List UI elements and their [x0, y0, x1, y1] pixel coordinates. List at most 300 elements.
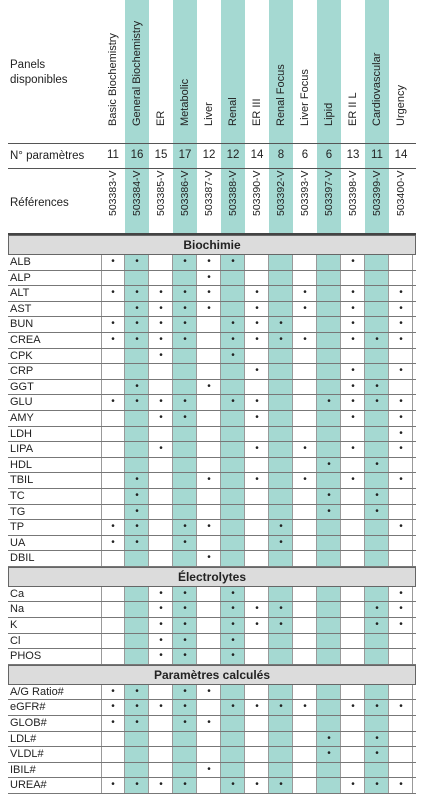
included-mark: • [159, 603, 163, 615]
empty-cell [101, 411, 125, 426]
included-mark: • [173, 778, 197, 793]
parameter-label: K [10, 619, 18, 632]
empty-cell [125, 618, 149, 633]
panel-ref-cell [269, 168, 293, 230]
included-mark: • [399, 443, 403, 455]
included-mark: • [317, 732, 341, 747]
empty-cell [293, 255, 317, 270]
empty-cell [245, 747, 269, 762]
included-mark: • [317, 505, 341, 520]
empty-cell [197, 395, 221, 410]
empty-cell [245, 716, 269, 731]
empty-cell [245, 349, 269, 364]
empty-cell [197, 489, 221, 504]
column-divider [412, 255, 413, 270]
empty-cell [365, 364, 389, 379]
panel-ref-cell [149, 168, 173, 230]
table-row [8, 255, 416, 271]
included-mark: • [399, 287, 403, 299]
column-divider [412, 333, 413, 348]
panel-param-count: 15 [154, 149, 168, 161]
empty-cell [365, 271, 389, 286]
empty-cell [293, 763, 317, 778]
panel-ref-cell [293, 168, 317, 230]
empty-cell [389, 380, 413, 395]
empty-cell [245, 271, 269, 286]
included-mark: • [207, 287, 211, 299]
empty-cell [365, 536, 389, 551]
panel-column-header [389, 0, 413, 235]
parameter-label: AMY [10, 411, 34, 424]
empty-cell [245, 458, 269, 473]
empty-cell [389, 458, 413, 473]
parameter-label: GLOB# [10, 717, 47, 730]
included-mark: • [125, 302, 149, 317]
empty-cell [317, 649, 341, 664]
empty-cell [389, 271, 413, 286]
parameter-label: LDH [10, 427, 33, 440]
included-mark: • [221, 255, 245, 270]
parameter-label: LIPA [10, 443, 34, 456]
empty-cell [341, 349, 365, 364]
included-mark: • [173, 618, 197, 633]
panel-column-header [293, 0, 317, 235]
empty-cell [341, 763, 365, 778]
included-mark: • [399, 411, 403, 423]
included-mark: • [365, 333, 389, 348]
empty-cell [269, 302, 293, 317]
empty-cell [149, 747, 173, 762]
panel-name-cell [149, 0, 173, 140]
empty-cell [101, 302, 125, 317]
included-mark: • [399, 365, 403, 377]
empty-cell [149, 271, 173, 286]
empty-cell [197, 618, 221, 633]
table-row [8, 271, 416, 287]
empty-cell [293, 732, 317, 747]
parameter-label: ALT [10, 287, 30, 300]
included-mark: • [221, 349, 245, 364]
empty-cell [221, 271, 245, 286]
panel-param-count: 13 [346, 149, 360, 161]
panel-name-cell [221, 0, 245, 140]
column-divider [412, 458, 413, 473]
empty-cell [269, 395, 293, 410]
included-mark: • [111, 685, 115, 697]
included-mark: • [125, 395, 149, 410]
panel-reference: 503392-V [275, 170, 287, 216]
section-header: Électrolytes [8, 567, 416, 587]
empty-cell [221, 473, 245, 488]
panel-param-count: 12 [226, 149, 240, 161]
panel-reference: 503388-V [227, 170, 239, 216]
empty-cell [341, 271, 365, 286]
column-divider [412, 505, 413, 520]
empty-cell [269, 271, 293, 286]
included-mark: • [207, 302, 211, 314]
table-row [8, 411, 416, 427]
empty-cell [317, 271, 341, 286]
column-divider [412, 427, 413, 442]
panel-name: Cardiovascular [371, 52, 383, 126]
included-mark: • [255, 318, 259, 330]
parameter-label: AST [10, 302, 32, 315]
empty-cell [173, 551, 197, 566]
included-mark: • [303, 701, 307, 713]
empty-cell [125, 349, 149, 364]
column-divider [412, 302, 413, 317]
empty-cell [293, 505, 317, 520]
empty-cell [341, 551, 365, 566]
empty-cell [245, 505, 269, 520]
included-mark: • [351, 701, 355, 713]
empty-cell [173, 747, 197, 762]
included-mark: • [173, 649, 197, 664]
panel-name: Urgency [395, 85, 407, 126]
empty-cell [293, 536, 317, 551]
panel-reference: 503400-V [395, 170, 407, 216]
table-row [8, 395, 416, 411]
included-mark: • [173, 302, 197, 317]
empty-cell [125, 587, 149, 602]
included-mark: • [173, 286, 197, 301]
empty-cell [173, 763, 197, 778]
parameter-label: IBIL# [10, 763, 36, 776]
empty-cell [101, 489, 125, 504]
included-mark: • [255, 474, 259, 486]
included-mark: • [399, 603, 403, 615]
included-mark: • [159, 349, 163, 361]
included-mark: • [269, 317, 293, 332]
parameter-label: VLDL# [10, 748, 44, 761]
empty-cell [269, 255, 293, 270]
table-row [8, 778, 416, 794]
included-mark: • [351, 443, 355, 455]
panel-name: ER [155, 110, 167, 126]
empty-cell [197, 536, 221, 551]
empty-cell [197, 364, 221, 379]
empty-cell [221, 489, 245, 504]
empty-cell [293, 747, 317, 762]
empty-cell [197, 732, 221, 747]
empty-cell [269, 427, 293, 442]
included-mark: • [125, 700, 149, 715]
included-mark: • [173, 700, 197, 715]
empty-cell [365, 551, 389, 566]
empty-cell [149, 505, 173, 520]
empty-cell [341, 747, 365, 762]
empty-cell [341, 685, 365, 700]
empty-cell [317, 333, 341, 348]
parameter-label: GLU [10, 396, 33, 409]
included-mark: • [365, 489, 389, 504]
included-mark: • [173, 411, 197, 426]
empty-cell [341, 489, 365, 504]
empty-cell [197, 634, 221, 649]
empty-cell [365, 427, 389, 442]
empty-cell [317, 634, 341, 649]
included-mark: • [365, 618, 389, 633]
empty-cell [389, 349, 413, 364]
included-mark: • [221, 395, 245, 410]
included-mark: • [255, 779, 259, 791]
empty-cell [101, 618, 125, 633]
empty-cell [197, 427, 221, 442]
panel-param-count: 11 [371, 149, 383, 161]
empty-cell [341, 649, 365, 664]
panel-column-header [173, 0, 197, 235]
empty-cell [389, 551, 413, 566]
included-mark: • [221, 618, 245, 633]
empty-cell [125, 634, 149, 649]
empty-cell [125, 602, 149, 617]
empty-cell [317, 520, 341, 535]
included-mark: • [317, 395, 341, 410]
empty-cell [149, 427, 173, 442]
column-divider [412, 442, 413, 457]
empty-cell [269, 442, 293, 457]
empty-cell [293, 685, 317, 700]
included-mark: • [159, 287, 163, 299]
included-mark: • [159, 302, 163, 314]
empty-cell [269, 551, 293, 566]
table-header [0, 0, 422, 235]
included-mark: • [173, 536, 197, 551]
empty-cell [317, 587, 341, 602]
empty-cell [341, 458, 365, 473]
empty-cell [149, 732, 173, 747]
empty-cell [197, 317, 221, 332]
included-mark: • [365, 778, 389, 793]
included-mark: • [173, 395, 197, 410]
included-mark: • [207, 271, 211, 283]
included-mark: • [207, 380, 211, 392]
empty-cell [245, 427, 269, 442]
table-row [8, 649, 416, 665]
table-row [8, 763, 416, 779]
empty-cell [389, 732, 413, 747]
panel-name-cell [245, 0, 269, 140]
panels-label-line2: disponibles [10, 74, 68, 86]
empty-cell [101, 271, 125, 286]
empty-cell [245, 380, 269, 395]
empty-cell [365, 634, 389, 649]
parameter-label: CPK [10, 349, 33, 362]
included-mark: • [221, 587, 245, 602]
empty-cell [221, 716, 245, 731]
column-divider [412, 473, 413, 488]
empty-cell [173, 427, 197, 442]
empty-cell [317, 778, 341, 793]
empty-cell [197, 411, 221, 426]
section-header: Paramètres calculés [8, 665, 416, 685]
included-mark: • [399, 779, 403, 791]
empty-cell [149, 685, 173, 700]
table-row [8, 602, 416, 618]
table-body [8, 235, 416, 794]
empty-cell [293, 587, 317, 602]
included-mark: • [111, 701, 115, 713]
empty-cell [317, 349, 341, 364]
included-mark: • [173, 587, 197, 602]
included-mark: • [221, 602, 245, 617]
included-mark: • [399, 521, 403, 533]
included-mark: • [269, 333, 293, 348]
empty-cell [101, 458, 125, 473]
empty-cell [125, 442, 149, 457]
empty-cell [317, 602, 341, 617]
empty-cell [221, 442, 245, 457]
panel-reference: 503387-V [203, 170, 215, 216]
column-divider [412, 732, 413, 747]
panel-reference: 503398-V [347, 170, 359, 216]
table-row [8, 302, 416, 318]
empty-cell [245, 520, 269, 535]
empty-cell [245, 255, 269, 270]
panel-reference: 503385-V [155, 170, 167, 216]
empty-cell [389, 685, 413, 700]
empty-cell [101, 349, 125, 364]
included-mark: • [159, 443, 163, 455]
empty-cell [389, 763, 413, 778]
panel-ref-cell [341, 168, 365, 230]
included-mark: • [173, 685, 197, 700]
included-mark: • [351, 287, 355, 299]
included-mark: • [111, 318, 115, 330]
empty-cell [317, 700, 341, 715]
included-mark: • [173, 716, 197, 731]
included-mark: • [111, 779, 115, 791]
empty-cell [317, 618, 341, 633]
panel-ref-cell [101, 168, 125, 230]
empty-cell [341, 618, 365, 633]
panels-label-line1: Panels [10, 59, 46, 71]
empty-cell [293, 634, 317, 649]
included-mark: • [173, 333, 197, 348]
empty-cell [293, 395, 317, 410]
empty-cell [269, 732, 293, 747]
empty-cell [221, 536, 245, 551]
column-divider [412, 271, 413, 286]
empty-cell [173, 364, 197, 379]
panel-name-cell [269, 0, 293, 140]
column-divider [412, 763, 413, 778]
empty-cell [293, 458, 317, 473]
included-mark: • [221, 778, 245, 793]
parameter-label: BUN [10, 318, 34, 331]
empty-cell [221, 380, 245, 395]
included-mark: • [351, 365, 355, 377]
panel-column-header [365, 0, 389, 235]
empty-cell [317, 286, 341, 301]
empty-cell [293, 551, 317, 566]
table-row [8, 505, 416, 521]
panel-name: Liver Focus [299, 69, 311, 126]
empty-cell [269, 763, 293, 778]
included-mark: • [111, 396, 115, 408]
column-divider [412, 349, 413, 364]
empty-cell [125, 271, 149, 286]
empty-cell [317, 536, 341, 551]
panel-name: General Biochemistry [131, 20, 143, 126]
empty-cell [149, 520, 173, 535]
empty-cell [365, 411, 389, 426]
empty-cell [389, 536, 413, 551]
included-mark: • [207, 521, 211, 533]
empty-cell [221, 302, 245, 317]
column-divider [412, 520, 413, 535]
included-mark: • [221, 634, 245, 649]
empty-cell [317, 716, 341, 731]
table-row [8, 587, 416, 603]
panel-reference: 503393-V [299, 170, 311, 216]
empty-cell [149, 255, 173, 270]
table-row [8, 716, 416, 732]
included-mark: • [207, 552, 211, 564]
included-mark: • [399, 619, 403, 631]
parameter-label: TC [10, 489, 25, 502]
empty-cell [341, 587, 365, 602]
included-mark: • [269, 520, 293, 535]
panel-name: Basic Biochemistry [107, 33, 119, 126]
empty-cell [293, 602, 317, 617]
empty-cell [125, 411, 149, 426]
included-mark: • [399, 427, 403, 439]
empty-cell [173, 473, 197, 488]
table-row [8, 618, 416, 634]
included-mark: • [255, 619, 259, 631]
included-mark: • [125, 255, 149, 270]
empty-cell [197, 700, 221, 715]
parameter-label: LDL# [10, 732, 37, 745]
included-mark: • [303, 443, 307, 455]
parameter-label: DBIL [10, 552, 35, 565]
included-mark: • [255, 411, 259, 423]
empty-cell [125, 732, 149, 747]
parameter-label: UREA# [10, 779, 47, 792]
empty-cell [149, 458, 173, 473]
panel-param-count: 16 [130, 149, 144, 161]
empty-cell [197, 602, 221, 617]
empty-cell [269, 458, 293, 473]
empty-cell [245, 551, 269, 566]
column-divider [412, 317, 413, 332]
included-mark: • [125, 473, 149, 488]
empty-cell [341, 602, 365, 617]
column-divider [412, 747, 413, 762]
empty-cell [149, 473, 173, 488]
included-mark: • [399, 396, 403, 408]
empty-cell [125, 649, 149, 664]
included-mark: • [173, 317, 197, 332]
empty-cell [221, 685, 245, 700]
panel-reference: 503390-V [251, 170, 263, 216]
empty-cell [101, 551, 125, 566]
included-mark: • [125, 286, 149, 301]
empty-cell [317, 364, 341, 379]
parameter-label: TP [10, 521, 25, 534]
included-mark: • [365, 700, 389, 715]
panel-ref-cell [197, 168, 221, 230]
included-mark: • [317, 747, 341, 762]
panel-name-cell [101, 0, 125, 140]
header-divider [8, 168, 416, 169]
panel-ref-cell [389, 168, 413, 230]
included-mark: • [159, 779, 163, 791]
empty-cell [269, 716, 293, 731]
empty-cell [221, 551, 245, 566]
empty-cell [221, 458, 245, 473]
